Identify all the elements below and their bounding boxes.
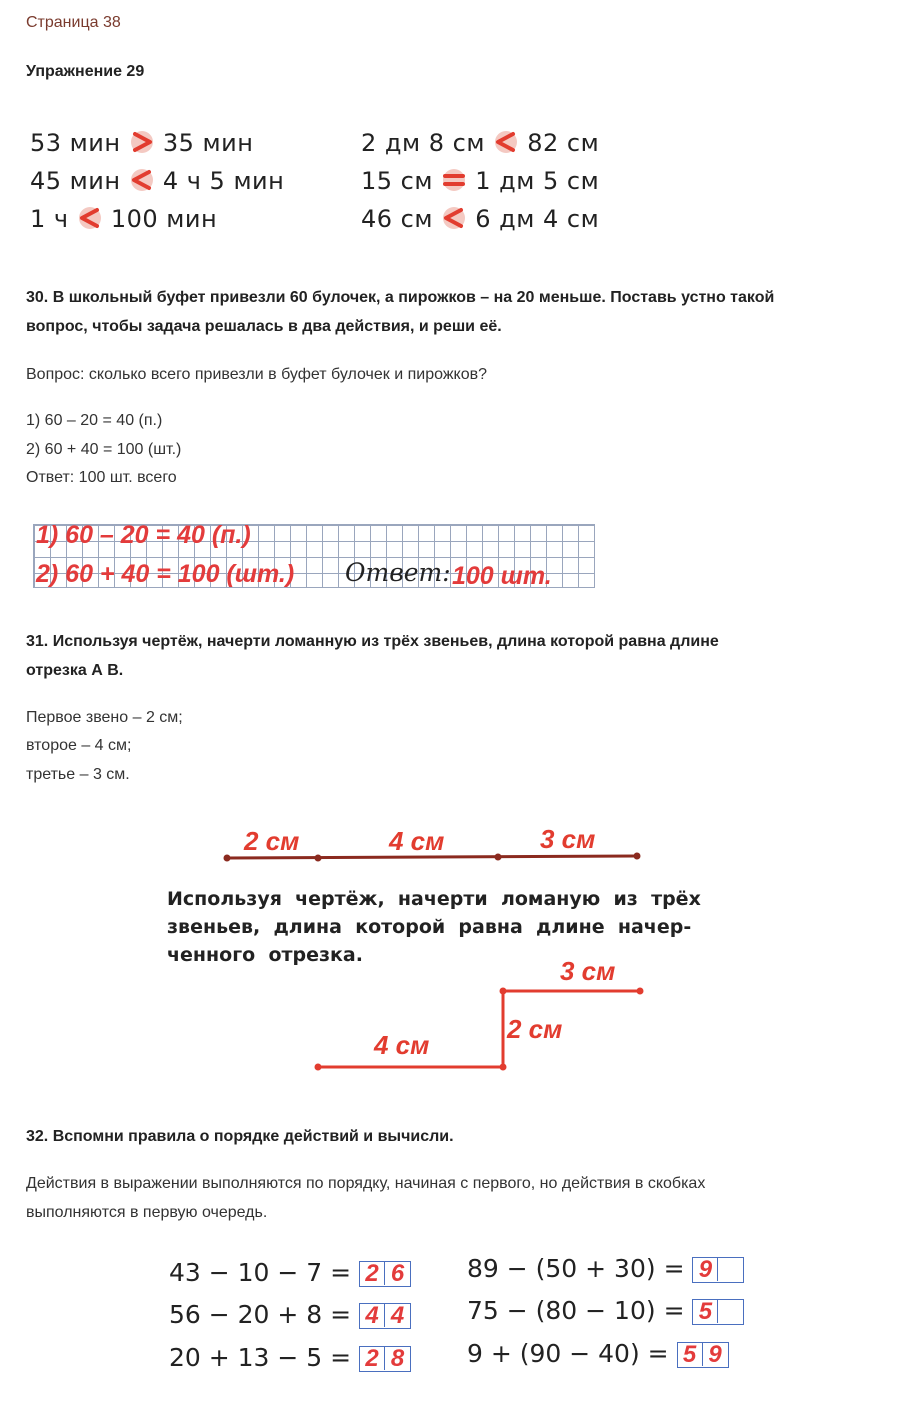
comparison-row — [30, 167, 284, 195]
answer-box — [359, 1346, 411, 1372]
answer-digit: 9 — [693, 1258, 718, 1281]
handwritten-answer-word: Ответ: — [345, 558, 451, 587]
segment-label-2: 4 см — [389, 826, 445, 856]
handwritten-answer-value: 100 шт. — [452, 562, 552, 590]
answer-box — [359, 1261, 411, 1287]
comparison-left: 45 мин — [30, 167, 121, 195]
expression-row — [169, 1343, 411, 1372]
answer-digit: 4 — [360, 1304, 385, 1327]
exercise-31-title-line1: 31. Используя чертёж, начерти ломанную из трёх звеньев, длина которой равна длине — [26, 633, 719, 650]
comparison-row — [30, 129, 253, 157]
answer-digit: 2 — [360, 1347, 385, 1370]
comparison-row — [30, 205, 217, 233]
segment-label-3: 3 см — [540, 824, 596, 854]
expression-row — [467, 1339, 729, 1368]
polyline — [315, 988, 644, 1071]
comparison-left: 53 мин — [30, 129, 121, 157]
comparison-row — [361, 205, 599, 233]
rule-line-2: выполняются в первую очередь. — [26, 1204, 268, 1221]
handwritten-step-1: 1) 60 – 20 = 40 (п.) — [36, 521, 251, 549]
polyline-label-3: 3 см — [560, 956, 616, 986]
answer-digit — [718, 1300, 743, 1323]
expression-row — [169, 1300, 411, 1329]
task-text-line1: Используя чертёж, начерти ломаную из трёх — [167, 888, 701, 910]
handwritten-step-2: 2) 60 + 40 = 100 (шт.) — [36, 560, 295, 588]
expression-text: 89 − (50 + 30) = — [467, 1254, 685, 1283]
expression-text: 20 + 13 − 5 = — [169, 1343, 352, 1372]
rule-line-1: Действия в выражении выполняются по порядку, начиная с первого, но действия в скобках — [26, 1175, 706, 1192]
exercise-30-question: Вопрос: сколько всего привезли в буфет булочек и пирожков? — [26, 366, 487, 383]
expression-text: 56 − 20 + 8 = — [169, 1300, 352, 1329]
comparison-row — [361, 129, 599, 157]
exercise-29-title: Упражнение 29 — [26, 63, 145, 80]
exercise-31-title-line2: отрезка А В. — [26, 662, 124, 679]
task-text-line3: ченного отрезка. — [167, 944, 363, 966]
comparison-left: 2 дм 8 см — [361, 129, 485, 157]
answer-digit: 4 — [390, 1302, 405, 1329]
answer-digit: 5 — [693, 1300, 718, 1323]
answer-box — [677, 1342, 729, 1368]
comparison-right: 82 см — [527, 129, 600, 157]
answer-digit: 2 — [360, 1262, 385, 1285]
expression-text: 43 − 10 − 7 = — [169, 1258, 352, 1287]
segment-drawing — [0, 800, 899, 1100]
equals-icon — [441, 168, 467, 192]
answer-digit: 6 — [390, 1260, 405, 1287]
comparison-right: 35 мин — [162, 129, 254, 157]
less-than-icon — [493, 130, 519, 154]
segment-label-1: 2 см — [244, 826, 300, 856]
comparison-left: 1 ч — [30, 205, 69, 233]
page-label: Страница 38 — [26, 14, 121, 31]
exercise-32-title: 32. Вспомни правила о порядке действий и вычисли. — [26, 1128, 454, 1145]
polyline-label-2: 2 см — [507, 1014, 563, 1044]
comparison-right: 1 дм 5 см — [475, 167, 600, 195]
answer-digit: 9 — [708, 1341, 722, 1368]
answer-box — [359, 1303, 411, 1329]
answer-digit: 5 — [678, 1343, 703, 1366]
less-than-icon — [129, 168, 155, 192]
exercise-30-title-line2: вопрос, чтобы задача решалась в два действия, и реши её. — [26, 318, 502, 335]
comparison-row — [361, 167, 599, 195]
solution-answer: Ответ: 100 шт. всего — [26, 469, 177, 486]
link-1-text: Первое звено – 2 см; — [26, 709, 183, 726]
expression-row — [467, 1254, 744, 1283]
link-3-text: третье – 3 см. — [26, 766, 130, 783]
expression-row — [169, 1258, 411, 1287]
comparison-left: 46 см — [361, 205, 433, 233]
polyline-label-1: 4 см — [374, 1030, 430, 1060]
comparison-right: 100 мин — [110, 205, 218, 233]
answer-digit: 8 — [390, 1345, 405, 1372]
less-than-icon — [441, 206, 467, 230]
answer-box — [692, 1299, 744, 1325]
task-text-line2: звеньев, длина которой равна длине начер- — [167, 916, 692, 938]
exercise-30-title-line1: 30. В школьный буфет привезли 60 булочек, а пирожков – на 20 меньше. Поставь устно такой — [26, 289, 775, 306]
expression-text: 9 + (90 − 40) = — [467, 1339, 669, 1368]
link-2-text: второе – 4 см; — [26, 737, 132, 754]
expression-row — [467, 1296, 744, 1325]
greater-than-icon — [129, 130, 155, 154]
comparison-right: 6 дм 4 см — [475, 205, 600, 233]
answer-box — [692, 1257, 744, 1283]
comparison-right: 4 ч 5 мин — [162, 167, 285, 195]
comparison-left: 15 см — [361, 167, 433, 195]
answer-digit — [718, 1258, 743, 1281]
solution-step-2: 2) 60 + 40 = 100 (шт.) — [26, 441, 182, 458]
less-than-icon — [77, 206, 103, 230]
solution-step-1: 1) 60 – 20 = 40 (п.) — [26, 412, 163, 429]
expression-text: 75 − (80 − 10) = — [467, 1296, 685, 1325]
